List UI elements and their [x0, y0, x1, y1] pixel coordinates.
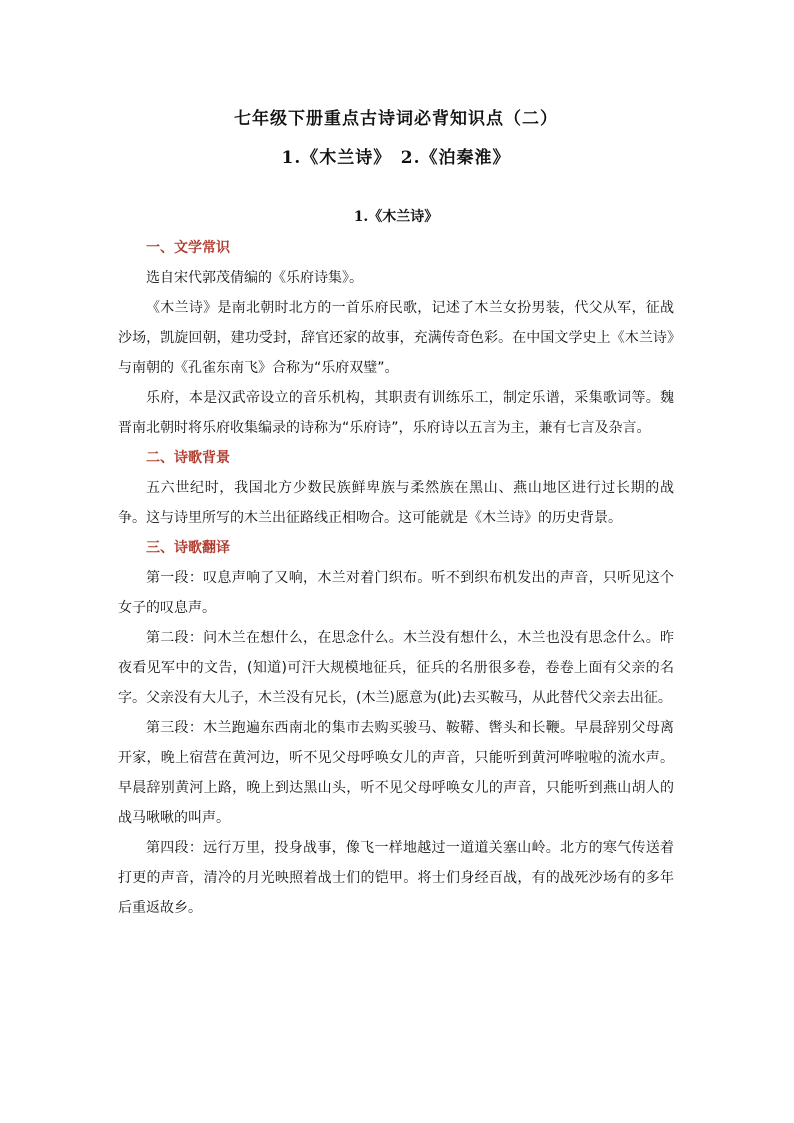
paragraph-translation-3: 第三段：木兰跑遍东西南北的集市去购买骏马、鞍鞯、辔头和长鞭。早晨辞别父母离开家，晚上宿营在黄河边，听不见父母呼唤女儿的声音，只能听到黄河哗啦啦的流水声。早晨辞别黄河上路，晚上到达黑山头，听不见父母呼唤女儿的声音，只能听到燕山胡人的战马啾啾的叫声。 [118, 720, 674, 826]
section-title: 1.《木兰诗》 [353, 209, 439, 225]
heading-background: 二、诗歌背景 [146, 450, 230, 466]
paragraph-translation-2: 第二段：问木兰在想什么，在思念什么。木兰没有想什么，木兰也没有思念什么。昨夜看见军中的文告，(知道)可汗大规模地征兵，征兵的名册很多卷，卷卷上面有父亲的名字。父亲没有大儿子，木兰没有兄长，(木兰)愿意为(此)去买鞍马，从此替代父亲去出征。 [118, 630, 674, 706]
document-subtitle: 1.《木兰诗》 2.《泊秦淮》 [281, 148, 511, 168]
heading-translation: 三、诗歌翻译 [146, 540, 230, 556]
paragraph-translation-1: 第一段：叹息声响了又响，木兰对着门织布。听不到织布机发出的声音，只听见这个女子的叹息声。 [118, 570, 674, 616]
paragraph-translation-4: 第四段：远行万里，投身战事，像飞一样地越过一道道关塞山岭。北方的寒气传送着打更的声音，清冷的月光映照着战士们的铠甲。将士们身经百战，有的战死沙场有的多年后重返故乡。 [118, 840, 674, 916]
document-body [118, 233, 674, 923]
heading-literature: 一、文学常识 [146, 240, 230, 256]
paragraph-source: 选自宋代郭茂倩编的《乐府诗集》。 [146, 270, 363, 286]
document-title: 七年级下册重点古诗词必背知识点（二） [234, 109, 558, 129]
paragraph-background: 五六世纪时，我国北方少数民族鲜卑族与柔然族在黑山、燕山地区进行过长期的战争。这与诗里所写的木兰出征路线正相吻合。这可能就是《木兰诗》的历史背景。 [118, 480, 674, 526]
paragraph-yuefu: 乐府，本是汉武帝设立的音乐机构，其职责有训练乐工，制定乐谱，采集歌词等。魏晋南北朝时将乐府收集编录的诗称为“乐府诗”，乐府诗以五言为主，兼有七言及杂言。 [118, 390, 674, 436]
paragraph-intro: 《木兰诗》是南北朝时北方的一首乐府民歌，记述了木兰女扮男装，代父从军，征战沙场，凯旋回朝，建功受封，辞官还家的故事，充满传奇色彩。在中国文学史上《木兰诗》与南朝的《孔雀东南飞》合称为“乐府双璧”。 [118, 300, 674, 376]
